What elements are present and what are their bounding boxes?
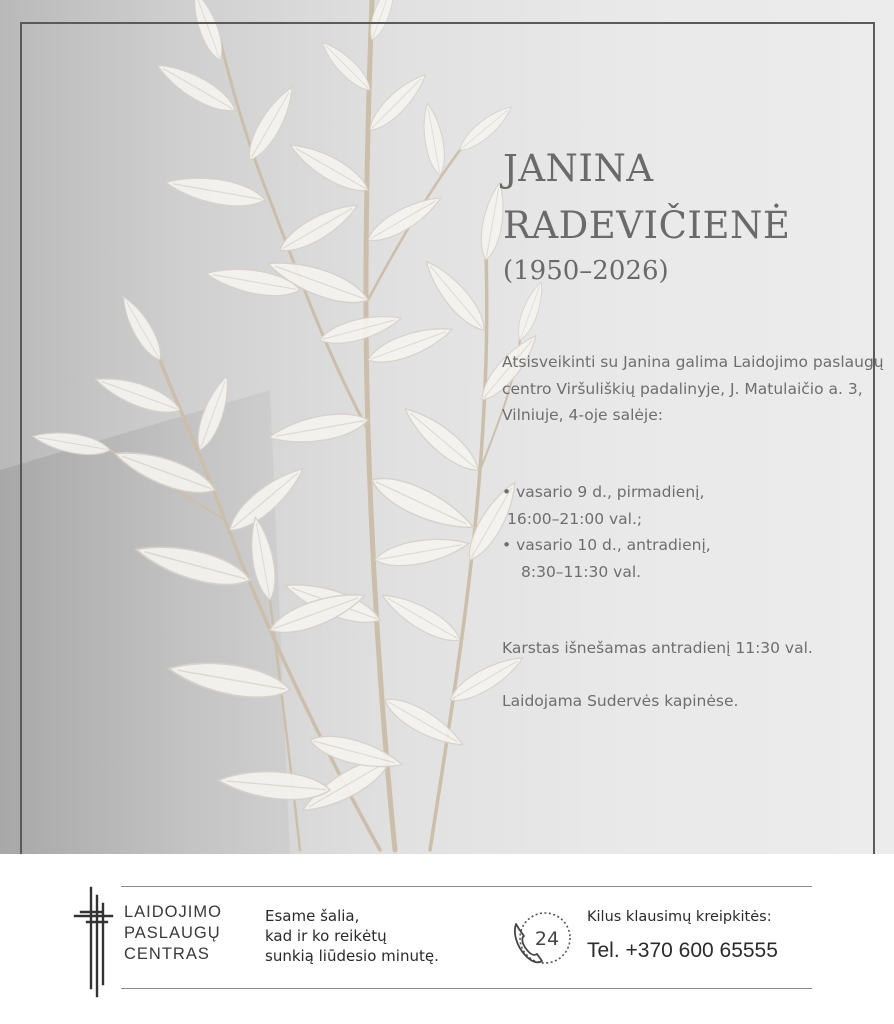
footer-top-rule	[121, 886, 812, 887]
cross-logo-icon	[72, 884, 116, 1000]
phone-24-icon	[512, 910, 574, 970]
contact-label: Kilus klausimų kreipkitės:	[587, 909, 772, 925]
phone-number[interactable]: Tel. +370 600 65555	[587, 939, 778, 962]
schedule-day-1: • vasario 9 d., pirmadienį,	[502, 483, 705, 501]
slogan-line-2: kad ir ko reikėtų	[265, 927, 387, 945]
deceased-name	[503, 140, 790, 254]
logo-line-3: CENTRAS	[124, 945, 210, 963]
slogan	[265, 906, 439, 966]
logo-line-2: PASLAUGŲ	[124, 924, 221, 942]
slogan-line-1: Esame šalia,	[265, 907, 360, 925]
farewell-text: Atsisveikinti su Janina galima Laidojimo paslaugų centro Viršuliškių padalinyje, J. Matulaičio a. 3, Vilniuje, 4-oje salėje:	[502, 353, 884, 424]
schedule-time-1: 16:00–21:00 val.;	[507, 509, 643, 528]
carry-out-text: Karstas išnešamas antradienį 11:30 val.	[502, 639, 813, 657]
name-last: RADEVIČIENĖ	[503, 204, 791, 247]
name-first: JANINA	[503, 147, 654, 190]
footer	[0, 854, 894, 1024]
phone-icon-label: 24	[534, 928, 560, 950]
viewing-schedule	[502, 479, 892, 585]
schedule-day-2: • vasario 10 d., antradienį,	[502, 536, 711, 554]
life-years: (1950–2026)	[503, 256, 669, 286]
burial-text: Laidojama Sudervės kapinėse.	[502, 692, 739, 710]
logo-line-1: LAIDOJIMO	[124, 903, 222, 921]
schedule-time-2: 8:30–11:30 val.	[521, 562, 642, 581]
logo-wordmark	[124, 902, 222, 965]
slogan-line-3: sunkią liūdesio minutę.	[265, 947, 439, 965]
footer-bottom-rule	[121, 988, 812, 989]
